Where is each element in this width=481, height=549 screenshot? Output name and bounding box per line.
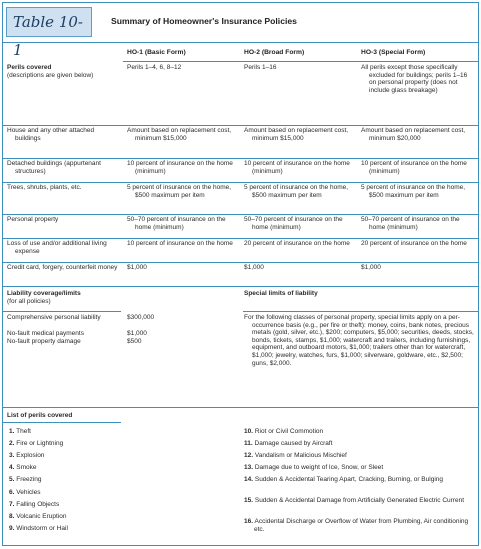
peril-number: 6. [9, 489, 15, 496]
table-row [3, 160, 478, 182]
peril-text: Fire or Lightning [16, 440, 64, 447]
table-row [3, 216, 478, 238]
cell-ho3: Amount based on replacement cost, minimum $20,000 [361, 127, 466, 142]
peril-number: 5. [9, 476, 15, 483]
row-label: House and any other attached buildings [7, 127, 95, 142]
liability-subheading: (for all policies) [7, 297, 51, 305]
peril-text: Windstorm or Hail [16, 525, 68, 532]
insurance-table [2, 2, 479, 546]
cell-ho2: 5 percent of insurance on the home, $500 maximum per item [244, 184, 349, 199]
table-row [3, 184, 478, 214]
column-header-ho1: HO-1 (Basic Form) [127, 49, 186, 56]
peril-item [9, 513, 229, 521]
row-label: Credit card, forgery, counterfeit money [7, 264, 118, 271]
peril-number: 15. [244, 497, 254, 504]
cell-ho3: $1,000 [361, 264, 381, 271]
cell-ho1: 10 percent of insurance on the home [127, 240, 233, 247]
peril-number: 16. [244, 518, 254, 525]
table-row [3, 64, 478, 124]
perils-list-heading: List of perils covered [7, 412, 73, 419]
peril-item [244, 428, 476, 436]
table-number-badge: Table 10-1 [6, 7, 92, 37]
cell-ho3: 5 percent of insurance on the home, $500 maximum per item [361, 184, 466, 199]
peril-text: Falling Objects [16, 501, 60, 508]
table-row [3, 240, 478, 262]
peril-item [244, 452, 476, 460]
peril-item [244, 476, 476, 484]
peril-text: Sudden & Accidental Tearing Apart, Cracking, Burning, or Bulging [254, 476, 443, 483]
peril-number: 10. [244, 428, 254, 435]
peril-text: Explosion [16, 452, 45, 459]
table-row [3, 264, 478, 286]
special-limits-heading: Special limits of liability [244, 290, 318, 297]
table-row [3, 127, 478, 159]
peril-number: 13. [244, 464, 254, 471]
peril-number: 1. [9, 428, 15, 435]
cell-ho3: All perils except those specifically excluded for buildings; perils 1–16 on personal property (does not include glass breakage) [361, 64, 468, 94]
peril-item [244, 497, 476, 505]
peril-item [244, 440, 476, 448]
peril-text: Damage caused by Aircraft [254, 440, 333, 447]
liability-item-label: No-fault medical payments [7, 330, 84, 337]
peril-item [244, 464, 476, 472]
peril-item [244, 518, 476, 533]
cell-ho2: 10 percent of insurance on the home (minimum) [244, 160, 350, 175]
peril-number: 7. [9, 501, 15, 508]
peril-text: Volcanic Eruption [16, 513, 67, 520]
cell-ho3: 50–70 percent of insurance on the home (minimum) [361, 216, 460, 231]
peril-text: Sudden & Accidental Damage from Artificially Generated Electric Current [254, 497, 465, 504]
liability-item-label: No-fault property damage [7, 338, 81, 345]
column-header-ho2: HO-2 (Broad Form) [244, 49, 305, 56]
peril-item [9, 452, 229, 460]
peril-text: Vehicles [16, 489, 41, 496]
cell-ho2: $1,000 [244, 264, 264, 271]
liability-heading: Liability coverage/limits [7, 290, 81, 297]
liability-item-value: $1,000 [127, 330, 147, 337]
column-header-row [3, 49, 478, 61]
peril-item [9, 464, 229, 472]
row-label-perils: Perils covered [7, 64, 52, 71]
peril-number: 4. [9, 464, 15, 471]
row-sublabel-perils: (descriptions are given below) [7, 71, 94, 79]
peril-number: 14. [244, 476, 254, 483]
peril-item [9, 476, 229, 484]
cell-ho1: 10 percent of insurance on the home (minimum) [127, 160, 233, 175]
peril-text: Riot or Civil Commotion [254, 428, 324, 435]
row-label: Trees, shrubs, plants, etc. [7, 184, 82, 191]
peril-text: Accidental Discharge or Overflow of Water from Plumbing, Air conditioning etc. [254, 518, 469, 533]
liability-item-value: $300,000 [127, 314, 155, 321]
cell-ho2: 20 percent of insurance on the home [244, 240, 350, 247]
cell-ho3: 10 percent of insurance on the home (minimum) [361, 160, 467, 175]
peril-item [9, 428, 229, 436]
table-title: Summary of Homeowner's Insurance Policies [111, 16, 297, 26]
cell-ho1: Amount based on replacement cost, minimum $15,000 [127, 127, 232, 142]
row-label: Loss of use and/or additional living expense [7, 240, 107, 255]
cell-ho2: 50–70 percent of insurance on the home (minimum) [244, 216, 343, 231]
liability-item-label: Comprehensive personal liability [7, 314, 101, 321]
peril-text: Smoke [16, 464, 37, 471]
cell-ho1: Perils 1–4, 6, 8–12 [127, 64, 182, 71]
peril-number: 2. [9, 440, 15, 447]
peril-text: Damage due to weight of Ice, Snow, or Sleet [254, 464, 384, 471]
peril-number: 9. [9, 525, 15, 532]
cell-ho1: 5 percent of insurance on the home, $500 maximum per item [127, 184, 232, 199]
peril-item [9, 440, 229, 448]
peril-item [9, 501, 229, 509]
peril-text: Vandalism or Malicious Mischief [254, 452, 347, 459]
peril-item [9, 525, 229, 533]
peril-text: Freezing [16, 476, 42, 483]
row-label: Personal property [7, 216, 59, 223]
cell-ho2: Amount based on replacement cost, minimum $15,000 [244, 127, 349, 142]
cell-ho1: 50–70 percent of insurance on the home (minimum) [127, 216, 226, 231]
cell-ho1: $1,000 [127, 264, 147, 271]
liability-item-value: $500 [127, 338, 142, 345]
peril-number: 11. [244, 440, 253, 447]
cell-ho3: 20 percent of insurance on the home [361, 240, 467, 247]
peril-number: 3. [9, 452, 15, 459]
column-header-ho3: HO-3 (Special Form) [361, 49, 426, 56]
peril-number: 8. [9, 513, 15, 520]
peril-text: Theft [16, 428, 31, 435]
row-label: Detached buildings (appurtenant structures) [7, 160, 101, 175]
special-limits-text: For the following classes of personal property, special limits apply on a per-occurrence basis (e.g., per fire or theft): money, coins, bank notes, precious metals (gold, silver, etc.), $200; computers, $5,000; securities, deeds, stocks, bonds, tickets, stamps, $1,000; watercraft and trailers, including furnishings, equipment, and outboard motors, $1,000; trailers other than for watercraft, $1,000; jewelry, watches, furs, $1,000; silverware, goldware, etc., $2,500; guns, $2,000. [244, 314, 474, 367]
peril-number: 12. [244, 452, 254, 459]
cell-ho2: Perils 1–16 [244, 64, 277, 71]
peril-item [9, 489, 229, 497]
